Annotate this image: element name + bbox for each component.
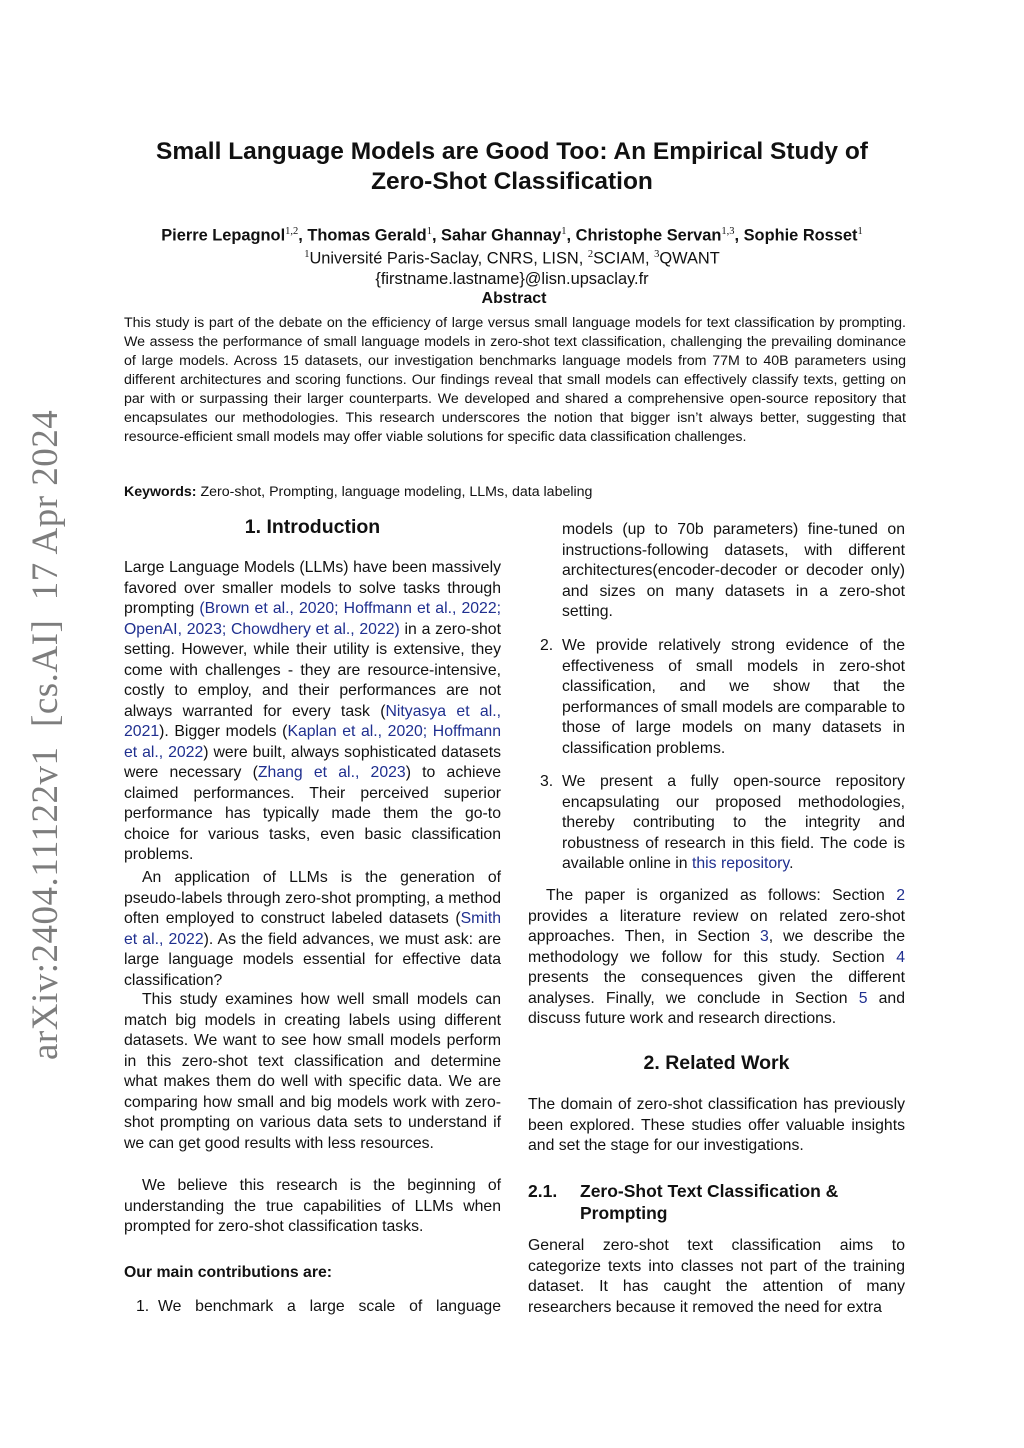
contribution-text: We provide relatively strong evidence of the effectiveness of small models in zero-shot classification, and we show that the performances of small models are comparable to those of large models on many datasets in classification problems. [562,637,905,757]
keywords [124,483,906,502]
organization-paragraph [528,886,905,1030]
text-run: ) were built, always sophisticated datasets were necessary ( [124,743,501,781]
affiliation: QWANT [659,249,720,268]
author-name: Thomas Gerald [307,226,427,245]
text-run: in a zero-shot setting. However, while their utility is extensive, they come with challenges - they are resource-intensive, costly to employ, and their performances are not always warranted for every task ( [124,620,501,720]
paper-title [100,137,924,197]
author-name: Christophe Servan [575,226,722,245]
author-name: Pierre Lepagnol [161,226,286,245]
affiliation-mark: 2 [587,249,594,261]
text-run: . [789,855,794,872]
affiliation-mark: 1 [426,226,432,237]
text-run: ). Bigger models ( [159,723,288,740]
text-run: ) to achieve claimed performances. Their perceived superior performance has typically made them the go-to choice for various tasks, even basic classification problems. [124,764,501,863]
title-line-1: Small Language Models are Good Too: An Empirical Study of [156,138,868,165]
citation-link[interactable]: Nityasya et al., 2021 [124,702,501,740]
section-heading-related-work: 2. Related Work [643,1052,790,1074]
affiliation-mark: 1 [561,226,567,237]
affiliation-mark: 1,2 [285,226,299,237]
author-name: Sahar Ghannay [441,226,562,245]
affiliation: SCIAM, [593,249,655,268]
author-name: Sophie Rosset [743,226,858,245]
list-number: 2. [540,637,554,654]
subsection-2-1-paragraph: General zero-shot text classification aims to categorize texts into classes not part of the training dataset. It has caught the attention of many researchers because it removed the need for extra [528,1237,905,1316]
author-separator: , [734,226,744,245]
text-run: An application of LLMs is the generation of pseudo-labels through zero-shot prompting, a method often employed to construct labeled datasets ( [124,869,501,927]
contribution-item-1-continued [528,520,905,623]
text-run: ). As the field advances, we must ask: are large language models essential for effective data classification? [124,930,501,989]
text-run: Large Language Models (LLMs) have been massively favored over smaller models to solve tasks through prompting [124,559,501,617]
contributions-label: Our main contributions are: [124,1264,333,1281]
section-link[interactable]: 5 [858,989,868,1007]
affiliation-mark: 1 [857,226,863,237]
list-number: 3. [540,773,554,790]
subsection-title: Zero-Shot Text Classification & Prompting [580,1181,839,1223]
citation-link[interactable]: (Brown et al., 2020; Hoffmann et al., 2022; OpenAI, 2023; Chowdhery et al., 2022) [124,600,502,638]
author-email: {firstname.lastname}@lisn.upsaclay.fr [375,269,649,288]
text-run: , we describe the methodology we follow for this study. Section [528,928,905,966]
affiliation: Université Paris-Saclay, CNRS, LISN, [309,249,588,268]
citation-link[interactable]: Zhang et al., 2023 [257,764,406,781]
intro-paragraph-1 [124,558,501,866]
related-work-paragraph: The domain of zero-shot classification has previously been explored. These studies offer valuable insights and set the stage for our investigations. [528,1096,905,1154]
affiliation-mark: 1,3 [721,226,735,237]
title-line-2: Zero-Shot Classification [371,168,653,195]
section-heading-introduction: 1. Introduction [244,516,381,538]
arxiv-side-stamp: arXiv:2404.11122v1 [cs.AI] 17 Apr 2024 [25,409,66,1060]
affiliation-mark: 3 [654,249,660,261]
author-separator: , [566,226,576,245]
contribution-text [562,772,905,875]
affiliations [80,245,944,268]
intro-paragraph-4: We believe this research is the beginning of understanding the true capabilities of LLMs when prompted for zero-shot classification tasks. [124,1177,501,1235]
contribution-text: models (up to 70b parameters) fine-tuned on instructions-following datasets, with different architectures(encoder-decoder or decoder only) and sizes on many datasets in a zero-shot setting. [562,521,905,620]
keywords-label: Keywords: [124,484,197,500]
subsection-number: 2.1. [528,1181,558,1201]
subsection-heading-2-1 [528,1180,905,1224]
author-separator: , [431,226,442,245]
text-run: The paper is organized as follows: Section [546,887,897,904]
list-number: 1. [136,1298,150,1315]
text-run: provides a literature review on related zero-shot approaches. Then, in Section [528,907,905,945]
abstract-text: This study is part of the debate on the efficiency of large versus small language models for text classification by prompting. We assess the performance of small language models in zero-shot text classification, challenging the prevailing dominance of large models. Across 15 datasets, our investigation benchmarks language models from 77M to 40B parameters using different architectures and scoring functions. Our findings reveal that small models can effectively classify texts, getting on par with or surpassing their larger counterparts. We developed and shared a comprehensive open-source repository that encapsulates our methodologies. This research underscores the notion that bigger isn’t always better, suggesting that resource-efficient small models may offer viable solutions for specific data classification challenges. [124,315,906,445]
intro-paragraph-2 [124,868,501,991]
contribution-item-3 [528,772,905,875]
repository-link[interactable]: this repository [691,855,790,872]
citation-link[interactable]: Smith et al., 2022 [124,910,501,948]
author-block [80,222,944,289]
text-run: and discuss future work and research directions. [528,989,905,1027]
contribution-item-1 [124,1297,501,1318]
keywords-text: Zero-shot, Prompting, language modeling, LLMs, data labeling [196,484,593,500]
section-link[interactable]: 3 [759,928,769,945]
abstract-heading: Abstract [481,290,547,307]
text-run: presents the consequences given the different analyses. Finally, we conclude in Section [528,969,905,1007]
affiliation-mark: 1 [304,249,310,261]
author-separator: , [298,226,308,245]
intro-paragraph-3: This study examines how well small models can match big models in creating labels using different datasets. We want to see how small models perform in this zero-shot text classification and determine what makes them do well with specific data. We are comparing how small and big models work with zero-shot prompting on various data sets to understand if we can get good results with less resources. [124,991,501,1152]
contribution-text: We benchmark a large scale of language [158,1298,501,1315]
author-names [80,222,944,245]
citation-link[interactable]: Kaplan et al., 2020; Hoffmann et al., 2022 [124,723,501,761]
contribution-item-2 [528,636,905,759]
text-run: We present a fully open-source repository encapsulating our proposed methodologies, thereby contributing to the integrity and robustness of research in this field. The code is available online in [562,773,905,872]
section-link[interactable]: 4 [896,948,905,966]
section-link[interactable]: 2 [896,887,905,904]
